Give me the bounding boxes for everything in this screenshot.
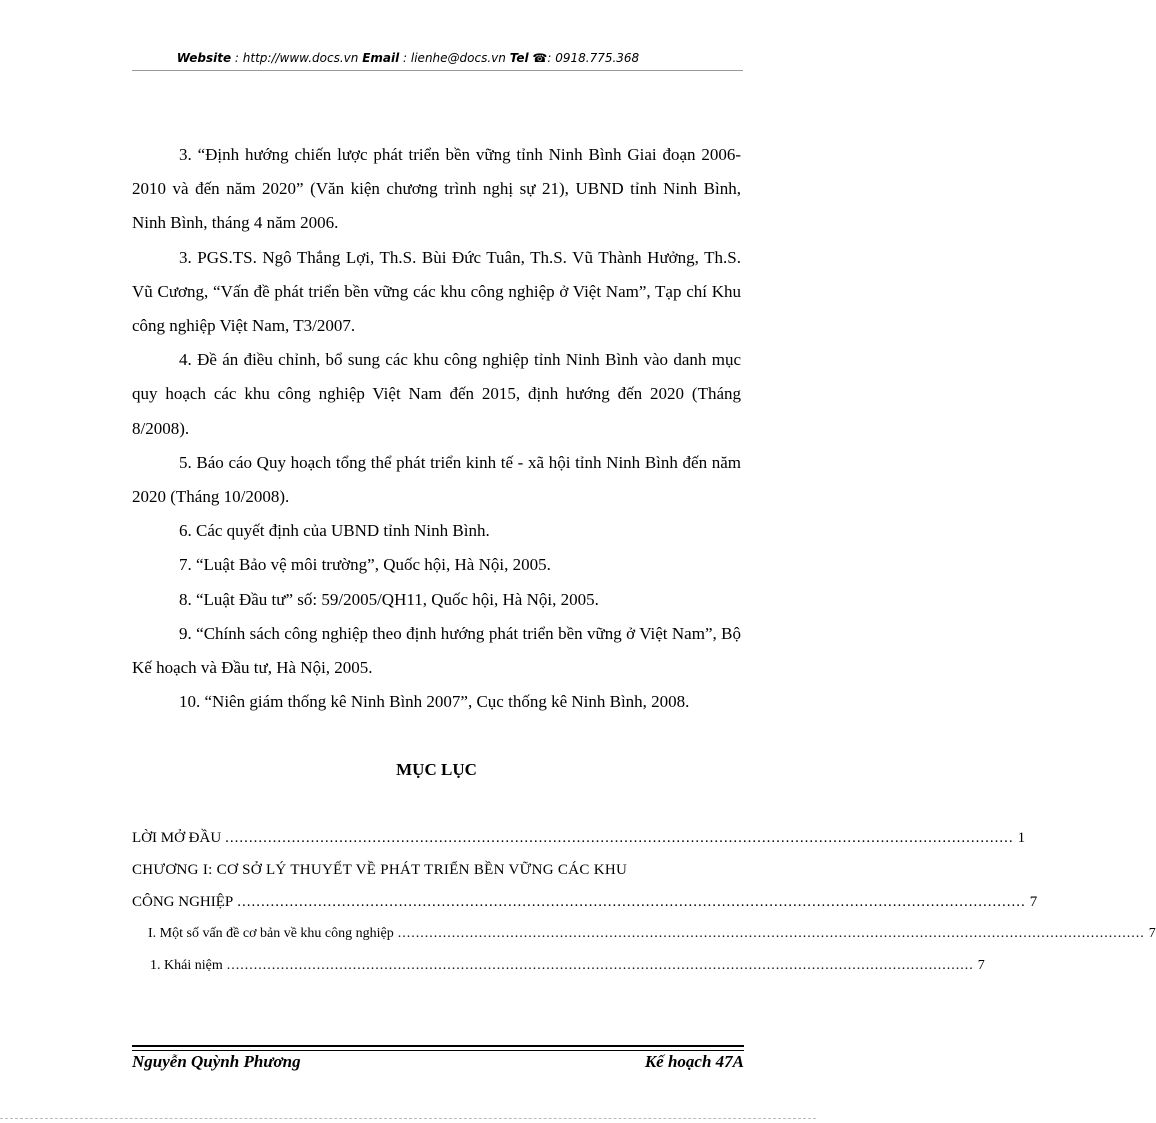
toc-entry[interactable] [132, 886, 1038, 918]
footer-divider-thin [132, 1050, 744, 1051]
reference-item: 5. Báo cáo Quy hoạch tổng thể phát triển kinh tế - xã hội tỉnh Ninh Bình đến năm 2020 (Tháng 10/2008). [132, 452, 741, 507]
email-label: Email [362, 51, 400, 65]
reference-item: 8. “Luật Đầu tư” số: 59/2005/QH11, Quốc hội, Hà Nội, 2005. [179, 589, 599, 609]
reference-item: 6. Các quyết định của UBND tỉnh Ninh Bình. [179, 521, 490, 541]
tel-label: Tel [509, 51, 529, 65]
toc-entry-text: I. Một số vấn đề cơ bản về khu công nghiệp [148, 926, 394, 941]
phone-icon: ☎ [532, 51, 548, 65]
toc-entry-text[interactable]: CHƯƠNG I: CƠ SỞ LÝ THUYẾT VỀ PHÁT TRIỂN BỀN VỮNG CÁC KHU [132, 862, 628, 878]
reference-item: 10. “Niên giám thống kê Ninh Bình 2007”, Cục thống kê Ninh Bình, 2008. [179, 692, 690, 712]
toc-title: MỤC LỤC [396, 760, 477, 779]
website-value: : http://www.docs.vn [231, 51, 363, 65]
reference-item: 7. “Luật Bảo vệ môi trường”, Quốc hội, Hà Nội, 2005. [179, 555, 551, 575]
toc-entry-text: LỜI MỞ ĐẦU [132, 830, 222, 846]
toc-entry-text: 1. Khái niệm [150, 958, 223, 973]
toc-entry[interactable] [132, 822, 1026, 854]
footer-divider [132, 1045, 744, 1047]
reference-item: 3. PGS.TS. Ngô Thắng Lợi, Th.S. Bùi Đức Tuân, Th.S. Vũ Thành Hưởng, Th.S. Vũ Cương, “Vấn đề phát triển bền vững các khu công nghiệp ở Việt Nam”, Tạp chí Khu công nghiệp Việt Nam, T3/2007. [132, 247, 741, 336]
footer-class: Kế hoạch 47A [644, 1052, 744, 1071]
toc-leader: ...................................................................................................................................................................... [397, 926, 1145, 941]
toc-entry[interactable] [132, 918, 1156, 950]
website-label: Website [176, 51, 232, 65]
reference-item: 4. Đề án điều chỉnh, bổ sung các khu công nghiệp tỉnh Ninh Bình vào danh mục quy hoạch các khu công nghiệp Việt Nam đến 2015, định hướng đến 2020 (Tháng 8/2008). [132, 350, 741, 438]
page-header [0, 51, 816, 65]
toc-page-number: 7 [977, 958, 985, 973]
reference-item: 9. “Chính sách công nghiệp theo định hướng phát triển bền vững ở Việt Nam”, Bộ Kế hoạch và Đầu tư, Hà Nội, 2005. [132, 623, 741, 678]
reference-item: 3. “Định hướng chiến lược phát triển bền vững tỉnh Ninh Bình Giai đoạn 2006-2010 và đến năm 2020” (Văn kiện chương trình nghị sự 21), UBND tỉnh Ninh Bình, Ninh Bình, tháng 4 năm 2006. [132, 145, 741, 233]
toc-page-number: 7 [1029, 894, 1038, 910]
toc-leader: ...................................................................................................................................................................... [225, 830, 1014, 846]
toc-entry-text: CÔNG NGHIỆP [132, 894, 234, 910]
header-divider [132, 70, 743, 71]
toc-leader: ...................................................................................................................................................................... [226, 958, 974, 973]
page-edge [0, 1118, 816, 1119]
toc-page-number: 1 [1017, 830, 1026, 846]
footer-author: Nguyễn Quỳnh Phương [132, 1052, 301, 1071]
email-value: : lienhe@docs.vn [399, 51, 510, 65]
toc-entry[interactable] [132, 950, 985, 982]
toc-page-number: 7 [1148, 926, 1156, 941]
table-of-contents [132, 822, 1156, 982]
reference-list [132, 138, 741, 719]
toc-leader: ...................................................................................................................................................................... [237, 894, 1026, 910]
tel-value: : 0918.775.368 [547, 51, 640, 65]
